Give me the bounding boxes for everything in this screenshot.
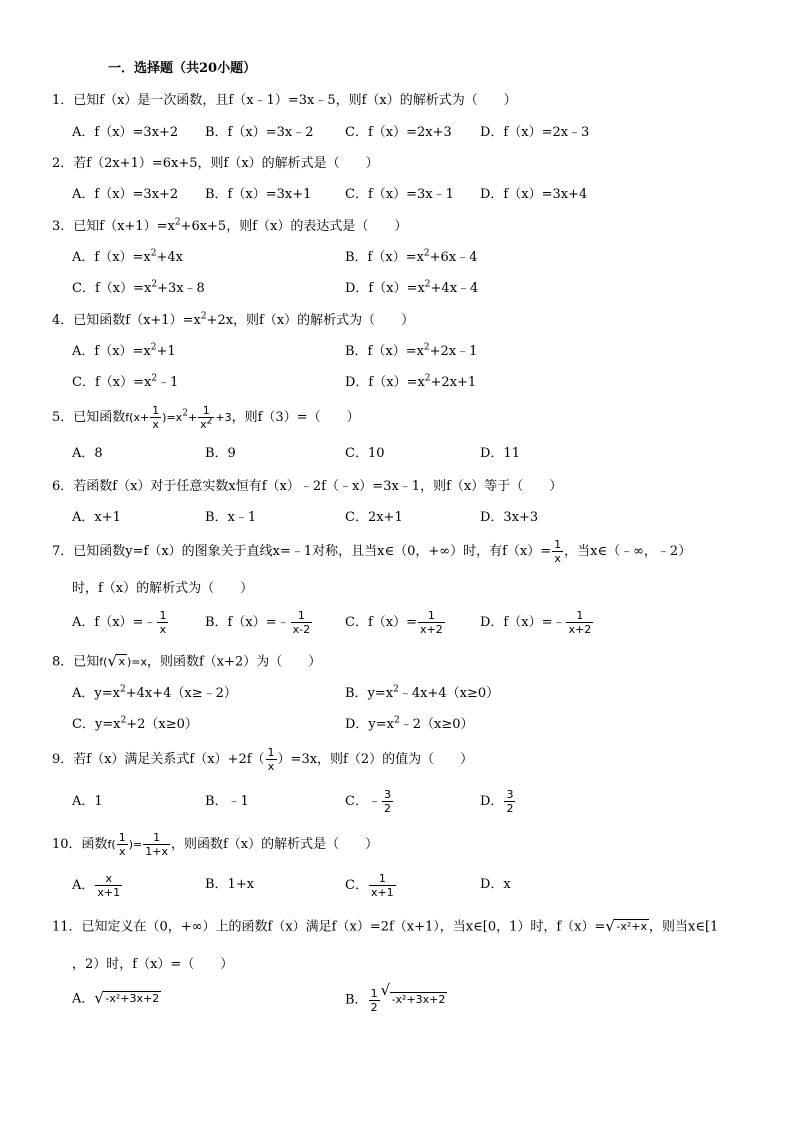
- q6-option-c[interactable]: C．2x+1: [345, 510, 403, 525]
- q6-option-d[interactable]: D．3x+3: [480, 510, 539, 525]
- q1-option-b[interactable]: B．f（x）=3x﹣2: [205, 125, 314, 140]
- q4-option-b[interactable]: B．$f(x)=x^2+2x﹣1$: [345, 342, 478, 359]
- question-11-stem: 11．已知定义在（0，+∞）上的函数f（x）满足f（x）=2f（x+1），当x∈[0，1）时，f（x）= √ -x²+x ，则当x∈[1: [52, 917, 719, 935]
- question-5-stem: 5．已知函数f(x+ $\frac{1}{x}$ )$=x^2+$ $\frac{1}{x^2}$ +3，则f（3）=（ ）: [52, 404, 360, 431]
- q8-option-b[interactable]: B．$y=x^2﹣4x+4(x\ge 0)$: [345, 684, 500, 701]
- question-3-stem: 3．已知$f(x+1)=x^2+6x+5$，则f（x）的表达式是（ ）: [52, 217, 408, 234]
- q11-option-b[interactable]: B． $\frac{1}{2}$ √ -x²+3x+2: [345, 981, 446, 1014]
- sqrt: √ x: [107, 652, 125, 670]
- q9-option-c[interactable]: C．﹣ $\frac{3}{2}$: [345, 788, 391, 815]
- q5-option-b[interactable]: B．9: [205, 446, 236, 461]
- q9-option-d[interactable]: D． $\frac{3}{2}$: [480, 788, 514, 815]
- q2-option-a[interactable]: A．f（x）=3x+2: [72, 187, 179, 202]
- question-10-stem: 10．函数f( $\frac{1}{x}$ )= $\frac{1}{1+x}$ ，则函数f（x）的解析式是（ ）: [52, 831, 379, 858]
- q2-option-b[interactable]: B．f（x）=3x+1: [205, 187, 312, 202]
- q8-option-d[interactable]: D．$y=x^2﹣2(x\ge 0)$: [345, 715, 474, 732]
- question-6-stem: 6．若函数f（x）对于任意实数x恒有f（x）﹣2f（﹣x）=3x﹣1，则f（x）等于（ ）: [52, 479, 563, 494]
- q5-option-c[interactable]: C．10: [345, 446, 385, 461]
- q1-option-a[interactable]: A．f（x）=3x+2: [72, 125, 179, 140]
- q3-option-b[interactable]: B．$f(x)=x^2+6x﹣4$: [345, 248, 478, 265]
- question-7-stem: 7．已知函数y=f（x）的图象关于直线x=﹣1对称，且当x∈（0，+∞）时，有f（x）= $\frac{1}{x}$ ，当x∈（﹣∞，﹣2）: [52, 538, 692, 565]
- question-8-stem: 8．已知f( √ x )=x，则函数f（x+2）为（ ）: [52, 652, 322, 670]
- question-1-stem: 1．已知f（x）是一次函数，且f（x﹣1）=3x﹣5，则f（x）的解析式为（ ）: [52, 93, 517, 108]
- q7-option-b[interactable]: B．f（x）=﹣ $\frac{1}{x-2}$: [205, 609, 311, 636]
- q10-option-b[interactable]: B．1+x: [205, 877, 255, 892]
- q10-option-d[interactable]: D．x: [480, 877, 511, 892]
- fraction: $\frac{1}{x}$: [267, 746, 275, 773]
- q7-option-c[interactable]: C．f（x）= $\frac{1}{x+2}$: [345, 609, 443, 636]
- q4-option-d[interactable]: D．$f(x)=x^2+2x+1$: [345, 373, 477, 390]
- q6-option-b[interactable]: B．x﹣1: [205, 510, 257, 525]
- question-11-stem-line2: ，2）时，f（x）=（ ）: [72, 957, 234, 972]
- q9-option-a[interactable]: A．1: [72, 794, 103, 809]
- fraction: $\frac{1}{1+x}$: [145, 831, 168, 858]
- q9-option-b[interactable]: B．﹣1: [205, 794, 249, 809]
- q5-option-d[interactable]: D．11: [480, 446, 520, 461]
- question-4-stem: 4．已知函数$f(x+1)=x^2+2x$，则f（x）的解析式为（ ）: [52, 311, 415, 328]
- q8-option-a[interactable]: A．$y=x^2+4x+4(x\ge﹣2)$: [72, 684, 237, 701]
- sqrt: √ -x²+x: [605, 917, 648, 935]
- q3-option-a[interactable]: A．$f(x)=x^2+4x$: [72, 248, 183, 265]
- q1-option-d[interactable]: D．f（x）=2x﹣3: [480, 125, 590, 140]
- q8-option-c[interactable]: C．$y=x^2+2(x\ge 0)$: [72, 715, 198, 732]
- q5-option-a[interactable]: A．8: [72, 446, 103, 461]
- question-2-stem: 2．若f（2x+1）=6x+5，则f（x）的解析式是（ ）: [52, 156, 379, 171]
- question-7-stem-line2: 时，f（x）的解析式为（ ）: [72, 581, 254, 596]
- fraction: $\frac{1}{x}$: [118, 831, 126, 858]
- fraction: $\frac{1}{x}$: [554, 538, 562, 565]
- q7-option-a[interactable]: A．f（x）=﹣ $\frac{1}{x}$: [72, 609, 167, 636]
- q2-option-c[interactable]: C．f（x）=3x﹣1: [345, 187, 454, 202]
- q4-option-a[interactable]: A．$f(x)=x^2+1$: [72, 342, 176, 359]
- q1-option-c[interactable]: C．f（x）=2x+3: [345, 125, 452, 140]
- q10-option-c[interactable]: C． $\frac{1}{x+1}$: [345, 872, 394, 899]
- fraction: $\frac{1}{x^2}$: [200, 404, 213, 431]
- question-9-stem: 9．若f（x）满足关系式f（x）+2f（ $\frac{1}{x}$ ）=3x，则f（2）的值为（ ）: [52, 746, 474, 773]
- fraction: $\frac{1}{x}$: [152, 404, 160, 431]
- q6-option-a[interactable]: A．x+1: [72, 510, 121, 525]
- q11-option-a[interactable]: A． √ -x²+3x+2: [72, 989, 160, 1007]
- q4-option-c[interactable]: C．$f(x)=x^2﹣1$: [72, 373, 179, 390]
- q3-option-c[interactable]: C．$f(x)=x^2+3x﹣8$: [72, 279, 205, 296]
- q10-option-a[interactable]: A． $\frac{x}{x+1}$: [72, 872, 121, 899]
- q2-option-d[interactable]: D．f（x）=3x+4: [480, 187, 588, 202]
- q7-option-d[interactable]: D．f（x）=﹣ $\frac{1}{x+2}$: [480, 609, 592, 636]
- q3-option-d[interactable]: D．$f(x)=x^2+4x﹣4$: [345, 279, 479, 296]
- section-title: 一．选择题（共20小题）: [108, 61, 257, 76]
